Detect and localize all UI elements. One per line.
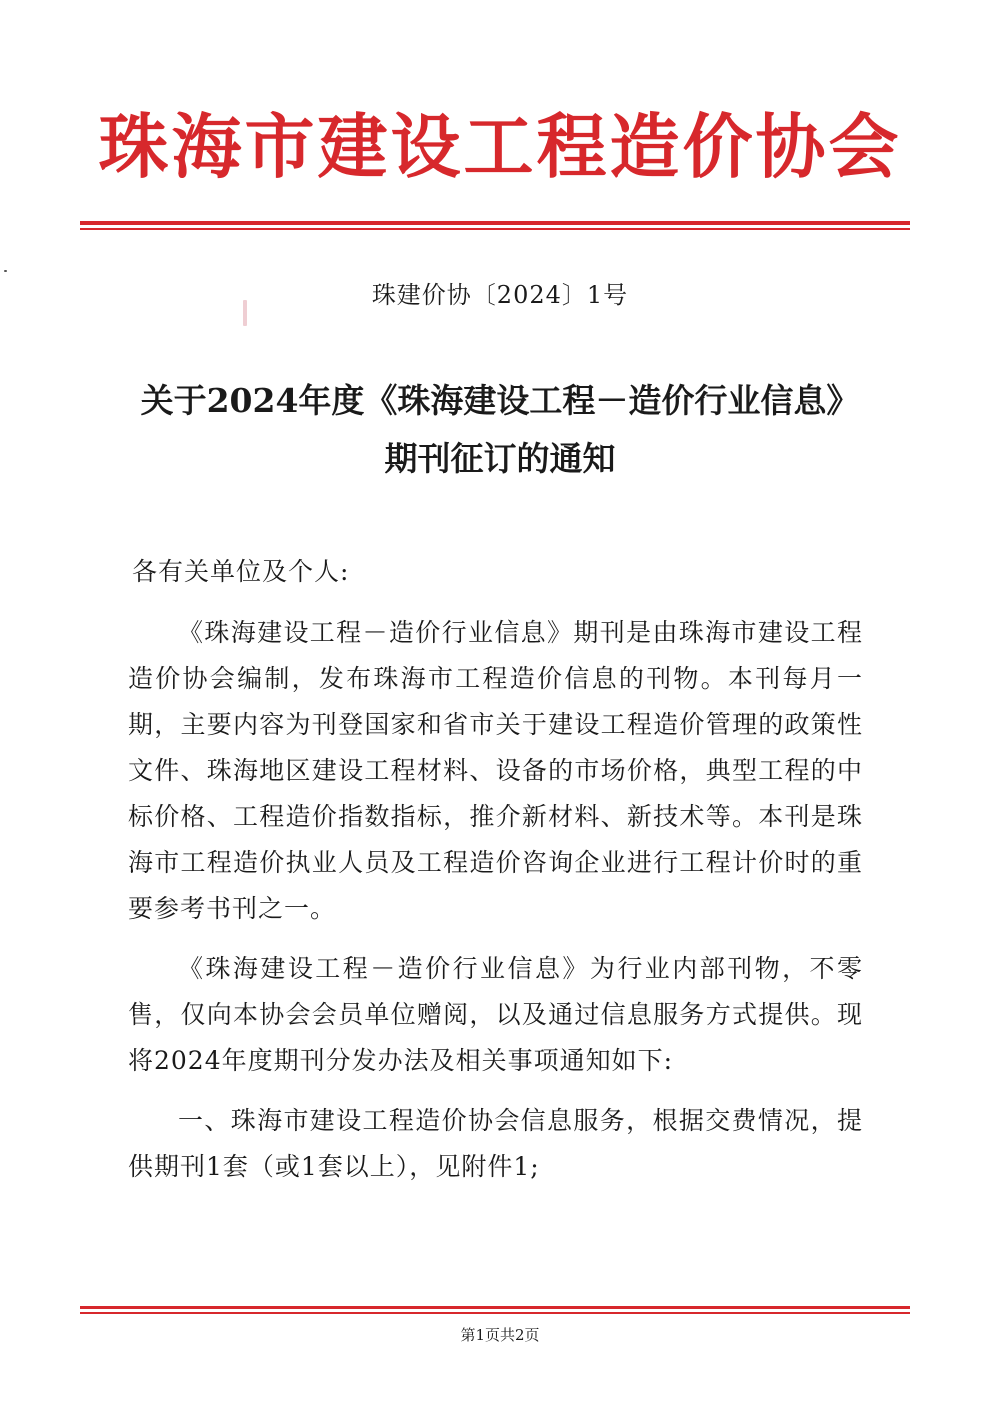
paragraph-3: 一、珠海市建设工程造价协会信息服务，根据交费情况，提供期刊1套（或1套以上），见附件1;: [128, 1106, 863, 1181]
page-indicator: 第1页共2页: [460, 1326, 540, 1344]
salutation: 各有关单位及个人:: [132, 557, 350, 586]
title-line-1: 关于2024年度《珠海建设工程－造价行业信息》: [140, 381, 860, 420]
letterhead-rule-thin: [80, 228, 910, 230]
paragraph-2: 《珠海建设工程－造价行业信息》为行业内部刊物，不零售，仅向本协会会员单位赠阅，以及通过信息服务方式提供。现将2024年度期刊分发办法及相关事项通知如下:: [128, 954, 863, 1075]
body-text: [128, 610, 863, 1204]
paragraph-1: 《珠海建设工程－造价行业信息》期刊是由珠海市建设工程造价协会编制，发布珠海市工程造价信息的刊物。本刊每月一期，主要内容为刊登国家和省市关于建设工程造价管理的政策性文件、珠海地区建设工程材料、设备的市场价格，典型工程的中标价格、工程造价指数指标，推介新材料、新技术等。本刊是珠海市工程造价执业人员及工程造价咨询企业进行工程计价时的重要参考书刊之一。: [128, 618, 863, 923]
title-line-2: 期刊征订的通知: [384, 439, 616, 478]
letterhead-org-name: 珠海市建设工程造价协会: [98, 105, 902, 188]
letterhead-rule-thick: [80, 221, 910, 225]
footer-rule-thick: [80, 1306, 910, 1309]
document-number: 珠建价协〔2024〕1号: [371, 281, 629, 309]
footer-rule-thin: [80, 1312, 910, 1314]
scan-speck: [4, 270, 7, 272]
document-title: [60, 372, 940, 488]
